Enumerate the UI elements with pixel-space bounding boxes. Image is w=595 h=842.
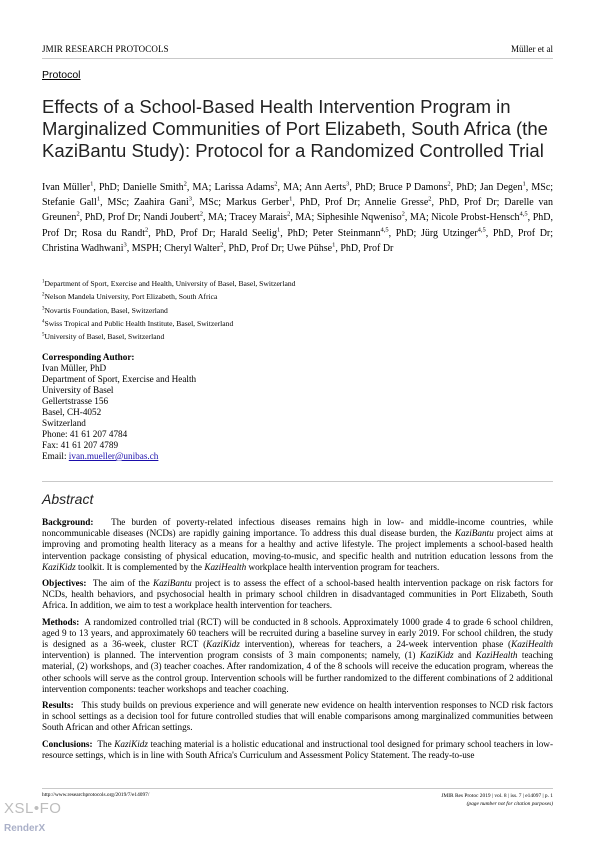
corresponding-label: Corresponding Author: bbox=[42, 352, 135, 362]
corr-email-row bbox=[42, 451, 342, 462]
affiliation: $^2$Nelson Mandela University, Port Elizabeth, South Africa bbox=[42, 292, 218, 302]
corr-line: Basel, CH-4052 bbox=[42, 407, 102, 417]
abstract-results: Results: This study builds on previous experience and will generate new evidence on health intervention responses to NCD risk factors in school settings as a decision tool for future controlled studies that will enable comparisons among marginalized communities between South African and other African settings. bbox=[42, 700, 553, 733]
abstract-rule bbox=[42, 481, 553, 482]
author: Darelle van Greunen$^2$, PhD, Prof Dr; bbox=[42, 197, 553, 224]
abstract-body bbox=[42, 517, 553, 766]
author: Rosa du Randt$^2$, PhD, Prof Dr; bbox=[81, 226, 221, 239]
renderx-watermark: RenderX bbox=[4, 823, 46, 834]
citation-line: JMIR Res Protoc 2019 | vol. 8 | iss. 7 | e14097 | p. 1 bbox=[441, 793, 553, 799]
author: Nandi Joubert$^2$, MA; bbox=[143, 211, 230, 224]
author: Bruce P Damons$^2$, PhD; bbox=[378, 180, 480, 193]
author: Ivan Müller$^1$, PhD; bbox=[42, 180, 123, 193]
author: Markus Gerber$^1$, PhD, Prof Dr; bbox=[225, 195, 365, 209]
corr-line: University of Basel bbox=[42, 385, 114, 395]
author: Christina Wadhwani$^3$, MSPH; bbox=[42, 241, 165, 254]
author: Tracey Marais$^2$, MA; bbox=[229, 211, 317, 224]
running-author: Müller et al bbox=[511, 44, 553, 54]
affiliation: $^1$Department of Sport, Exercise and Health, University of Basel, Basel, Switzerland bbox=[42, 279, 296, 288]
author: Stefanie Gall$^1$, MSc; bbox=[42, 195, 134, 209]
author: Ann Aerts$^3$, PhD; bbox=[304, 180, 379, 193]
footer-url[interactable]: http://www.researchprotocols.org/2019/7/e14097/ bbox=[42, 792, 150, 798]
author: Larissa Adams$^2$, MA; bbox=[214, 180, 305, 193]
author: Nicole Probst-Hensch$^{4,5}$, PhD, Prof Dr; bbox=[42, 211, 553, 239]
header-rule bbox=[42, 58, 553, 59]
corr-line: Fax: 41 61 207 4789 bbox=[42, 440, 119, 450]
corresponding-author bbox=[42, 352, 342, 462]
author: Harald Seelig$^1$, PhD; bbox=[220, 226, 313, 239]
author: Cheryl Walter$^2$, PhD, Prof Dr; bbox=[164, 241, 287, 254]
abstract-methods: Methods: A randomized controlled trial (RCT) will be conducted in 8 schools. Approximately 1000 grade 4 to grade 6 school children, aged 9 to 13 years, and approximately 60 teachers will be recruited during a baseline survey in early 2019. For school children, the study is designed as a 36-week, cluster RCT (KaziKidz intervention), whereas for teachers, a 24-week intervention phase (KaziHealth intervention) is planned. The intervention program consists of 3 main components; namely, (1) KaziKidz and KaziHealth teaching material, (2) workshops, and (3) teacher coaches. After randomization, 4 of the 8 schools will receive the education program, whereas the other schools will serve as the control group. Intervention schools will be further randomized to the different combinations of 2 additional intervention components: teacher workshops and teacher coaching. bbox=[42, 616, 554, 694]
author-list bbox=[42, 180, 553, 256]
abstract-heading: Abstract bbox=[42, 491, 94, 507]
abstract-background: Background: The burden of poverty-related infectious diseases remains high in low- and middle-income countries, while noncommunicable diseases (NCDs) are rapidly gaining importance. To address this dual disease burden, the KaziBantu project aims at improving and promoting health literacy as a means for a healthy and active lifestyle. The project implements a school-based health intervention package consisting of physical education, moving-to-music, and specific health and nutrition education lessons from the KaziKidz toolkit. It is complemented by the KaziHealth workplace health intervention program for teachers. bbox=[42, 517, 553, 572]
citation-note: (page number not for citation purposes) bbox=[466, 801, 553, 807]
author: Jan Degen$^1$, MSc; bbox=[479, 180, 554, 193]
corr-line: Phone: 41 61 207 4784 bbox=[42, 429, 128, 439]
corr-line: Gellertstrasse 156 bbox=[42, 396, 109, 406]
author: Peter Steinmann$^{4,5}$, PhD; bbox=[312, 226, 421, 239]
affiliation: $^4$Swiss Tropical and Public Health Institute, Basel, Switzerland bbox=[42, 318, 234, 328]
author: Zaahira Gani$^3$, MSc; bbox=[133, 195, 226, 209]
xslfo-watermark: XSL•FO bbox=[4, 800, 62, 817]
author: Uwe Pühse$^1$, PhD, Prof Dr bbox=[286, 241, 394, 254]
author: Annelie Gresse$^2$, PhD, Prof Dr; bbox=[364, 195, 505, 209]
journal-name: JMIR RESEARCH PROTOCOLS bbox=[42, 44, 169, 54]
section-label: Protocol bbox=[42, 69, 81, 81]
author: Jürg Utzinger$^{4,5}$, PhD, Prof Dr; bbox=[420, 226, 554, 239]
footer-rule bbox=[42, 788, 553, 789]
affiliation: $^3$Novartis Foundation, Basel, Switzerland bbox=[42, 305, 168, 315]
abstract-objectives: Objectives: The aim of the KaziBantu project is to assess the effect of a school-based health intervention package on risk factors for NCDs, health behaviors, and psychosocial health in primary school children in disadvantaged communities in Port Elizabeth, South Africa. In addition, we aim to test a workplace health intervention for teachers. bbox=[42, 578, 554, 611]
corr-line: Switzerland bbox=[42, 418, 86, 428]
email-link[interactable]: ivan.mueller@unibas.ch bbox=[68, 451, 159, 461]
corr-line: Ivan Müller, PhD bbox=[42, 363, 107, 373]
affiliation-list bbox=[42, 277, 553, 343]
corr-line: Department of Sport, Exercise and Health bbox=[42, 374, 197, 384]
footer-citation bbox=[441, 792, 553, 808]
affiliation: $^5$University of Basel, Basel, Switzerland bbox=[42, 332, 165, 342]
paper-title: Effects of a School-Based Health Intervention Program in Marginalized Communities of Port Elizabeth, South Africa (the KaziBantu Study): Protocol for a Randomized Controlled Trial bbox=[42, 96, 548, 161]
abstract-conclusions: Conclusions: The KaziKidz teaching material is a holistic educational and instructional tool designed for primary school teachers in low-resource settings, which is in line with South Africa's Curriculum and Assessment Policy Statement. The ready-to-use bbox=[42, 738, 553, 760]
author: Siphesihle Nqweniso$^2$, MA; bbox=[316, 211, 432, 224]
author: Danielle Smith$^2$, MA; bbox=[122, 180, 215, 193]
email-label: Email: bbox=[42, 451, 69, 461]
